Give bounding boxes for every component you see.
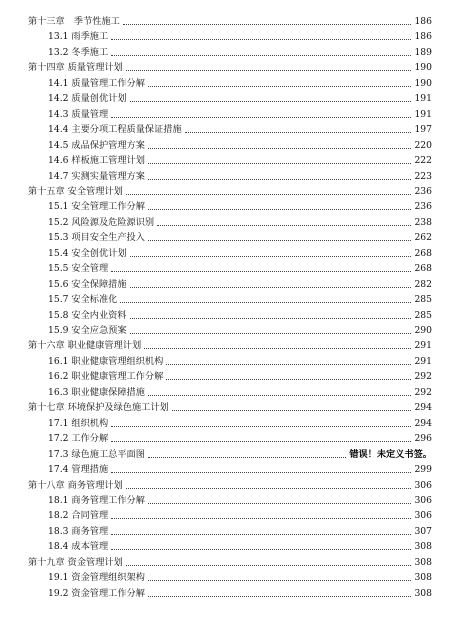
toc-page-number: 268 [414,263,432,275]
dot-leader [111,533,411,535]
toc-section-entry[interactable] [48,507,432,521]
dot-leader [123,23,412,25]
toc-section-entry[interactable] [48,198,432,212]
dot-leader [185,131,412,133]
toc-page-number: 308 [414,572,432,584]
toc-section-entry[interactable] [48,168,432,182]
toc-chapter-entry[interactable] [28,337,432,351]
toc-entry-title: 15.6 安全保障措施 [48,278,127,290]
toc-section-entry[interactable] [48,461,432,475]
toc-page-number: 291 [414,340,432,352]
toc-page-number: 222 [414,155,432,167]
dot-leader [148,456,346,458]
toc-entry-title: 16.1 职业健康管理组织机构 [48,355,164,367]
toc-page-number: 296 [414,433,432,445]
dot-leader [148,85,412,87]
toc-chapter-entry[interactable] [28,477,432,491]
toc-page-number: 306 [414,494,432,506]
toc-entry-title: 13.1 雨季施工 [48,31,109,43]
toc-page-number: 291 [414,355,432,367]
dot-leader [126,69,412,71]
toc-entry-title: 19.2 资金管理工作分解 [48,587,145,599]
toc-page-number: 285 [414,309,432,321]
toc-entry-title: 17.2 工作分解 [48,433,109,445]
dot-leader [148,239,412,241]
toc-section-entry[interactable] [48,28,432,42]
toc-page-number: 308 [414,587,432,599]
toc-entry-title: 15.1 安全管理工作分解 [48,201,145,213]
toc-page-number: 290 [414,325,432,336]
toc-section-entry[interactable] [48,384,432,398]
dot-leader [148,162,412,164]
toc-page-number: 292 [414,371,432,383]
toc-entry-title: 15.8 安全内业资料 [48,309,127,321]
dot-leader [111,270,411,272]
toc-entry-title: 15.4 安全创优计划 [48,247,127,259]
dot-leader [111,440,411,442]
dot-leader [111,54,411,56]
toc-section-entry[interactable] [48,322,432,336]
toc-section-entry[interactable] [48,152,432,166]
toc-section-entry[interactable] [48,291,432,305]
dot-leader [111,116,411,118]
toc-entry-title: 16.3 职业健康保障措施 [48,386,145,398]
toc-chapter-entry[interactable] [28,554,432,568]
toc-chapter-entry[interactable] [28,59,432,73]
toc-page-number: 306 [414,510,432,522]
dot-leader [148,178,412,180]
toc-page-number: 191 [414,108,432,120]
toc-entry-title: 15.5 安全管理 [48,263,109,275]
dot-leader [126,564,412,566]
toc-page-number: 294 [414,417,432,429]
toc-page-number: 189 [414,46,432,58]
toc-section-entry[interactable] [48,121,432,135]
dot-leader [111,38,411,40]
toc-section-entry[interactable] [48,106,432,120]
toc-section-entry[interactable] [48,446,432,460]
toc-chapter-entry[interactable] [28,399,432,413]
toc-entry-title: 第十六章 职业健康管理计划 [28,340,142,352]
toc-entry-title: 14.5 成品保护管理方案 [48,139,145,151]
toc-entry-title: 17.3 绿色施工总平面图 [48,448,145,460]
toc-page-number: 262 [414,232,432,244]
toc-section-entry[interactable] [48,492,432,506]
toc-section-entry[interactable] [48,137,432,151]
toc-entry-title: 第十七章 环境保护及绿色施工计划 [28,402,169,414]
toc-page-number: 307 [414,525,432,537]
toc-section-entry[interactable] [48,368,432,382]
toc-page-number: 285 [414,294,432,306]
toc-entry-title: 14.4 主要分项工程质量保证措施 [48,124,182,136]
toc-page-number: 223 [414,170,432,182]
toc-page-number: 268 [414,247,432,259]
toc-entry-title: 17.1 组织机构 [48,417,109,429]
toc-page-number: 282 [414,278,432,290]
toc-entry-title: 18.4 成本管理 [48,541,109,553]
toc-page-number: 186 [414,16,432,27]
toc-entry-title: 第十五章 安全管理计划 [28,185,123,197]
toc-page-number: 308 [414,541,432,553]
toc-entry-title: 15.9 安全应急预案 [48,325,127,336]
toc-entry-title: 13.2 冬季施工 [48,46,109,58]
dot-leader [148,147,412,149]
toc-section-entry[interactable] [48,229,432,243]
dot-leader [120,301,411,303]
toc-section-entry[interactable] [48,430,432,444]
toc-entry-title: 14.1 质量管理工作分解 [48,77,145,89]
toc-entry-title: 15.2 风险源及危险源识别 [48,216,155,228]
dot-leader [130,255,412,257]
toc-entry-title: 14.7 实测实量管理方案 [48,170,145,182]
toc-entry-title: 18.3 商务管理 [48,525,109,537]
dot-leader [148,502,412,504]
toc-entry-title: 16.2 职业健康管理工作分解 [48,371,164,383]
toc-section-entry[interactable] [48,538,432,552]
toc-entry-title: 第十四章 质量管理计划 [28,62,123,74]
toc-bookmark-error: 错误！未定义书签。 [349,448,432,460]
dot-leader [130,286,412,288]
toc-section-entry[interactable] [48,276,432,290]
toc-page-number: 306 [414,479,432,491]
dot-leader [166,363,411,365]
toc-entry-title: 17.4 管理措施 [48,464,109,476]
dot-leader [148,595,412,597]
toc-entry-title: 14.6 样板施工管理计划 [48,155,145,167]
toc-entry-title: 18.2 合同管理 [48,510,109,522]
dot-leader [111,425,411,427]
toc-section-entry[interactable] [48,214,432,228]
dot-leader [148,394,412,396]
dot-leader [111,548,411,550]
toc-entry-title: 15.3 项目安全生产投入 [48,232,145,244]
toc-section-entry[interactable] [48,260,432,274]
toc-page-number: 197 [414,124,432,136]
toc-page-number: 220 [414,139,432,151]
dot-leader [111,517,411,519]
toc-page-number: 299 [414,464,432,476]
toc-page-number: 294 [414,402,432,414]
toc-section-entry[interactable] [48,75,432,89]
dot-leader [144,347,411,349]
toc-page-number: 191 [414,93,432,105]
toc-section-entry[interactable] [48,90,432,104]
toc-entry-title: 14.2 质量创优计划 [48,93,127,105]
dot-leader [172,409,412,411]
dot-leader [126,487,412,489]
toc-entry-title: 第十三章 季节性施工 [28,16,120,27]
toc-page-number: 190 [414,62,432,74]
toc-page-number: 238 [414,216,432,228]
toc-section-entry[interactable] [48,585,432,599]
dot-leader [157,224,411,226]
toc-entry-title: 第十九章 资金管理计划 [28,556,123,568]
toc-section-entry[interactable] [48,44,432,58]
toc-page-number: 236 [414,201,432,213]
toc-page-number: 190 [414,77,432,89]
toc-section-entry[interactable] [48,415,432,429]
dot-leader [148,208,412,210]
dot-leader [126,193,412,195]
toc-section-entry[interactable] [48,245,432,259]
toc-page-number: 308 [414,556,432,568]
toc-section-entry[interactable] [48,307,432,321]
dot-leader [148,579,412,581]
toc-entry-title: 18.1 商务管理工作分解 [48,494,145,506]
toc-entry-title: 19.1 资金管理组织架构 [48,572,145,584]
dot-leader [130,317,412,319]
dot-leader [166,378,411,380]
toc-page-number: 292 [414,386,432,398]
toc-entry-title: 14.3 质量管理 [48,108,109,120]
toc-chapter-entry[interactable] [28,183,432,197]
toc-page-number: 236 [414,185,432,197]
toc-chapter-entry[interactable] [28,13,432,27]
toc-page-number: 186 [414,31,432,43]
toc-section-entry[interactable] [48,569,432,583]
dot-leader [130,332,412,334]
dot-leader [130,100,412,102]
dot-leader [111,471,411,473]
toc-section-entry[interactable] [48,353,432,367]
toc-section-entry[interactable] [48,523,432,537]
toc-entry-title: 第十八章 商务管理计划 [28,479,123,491]
toc-entry-title: 15.7 安全标准化 [48,294,118,306]
